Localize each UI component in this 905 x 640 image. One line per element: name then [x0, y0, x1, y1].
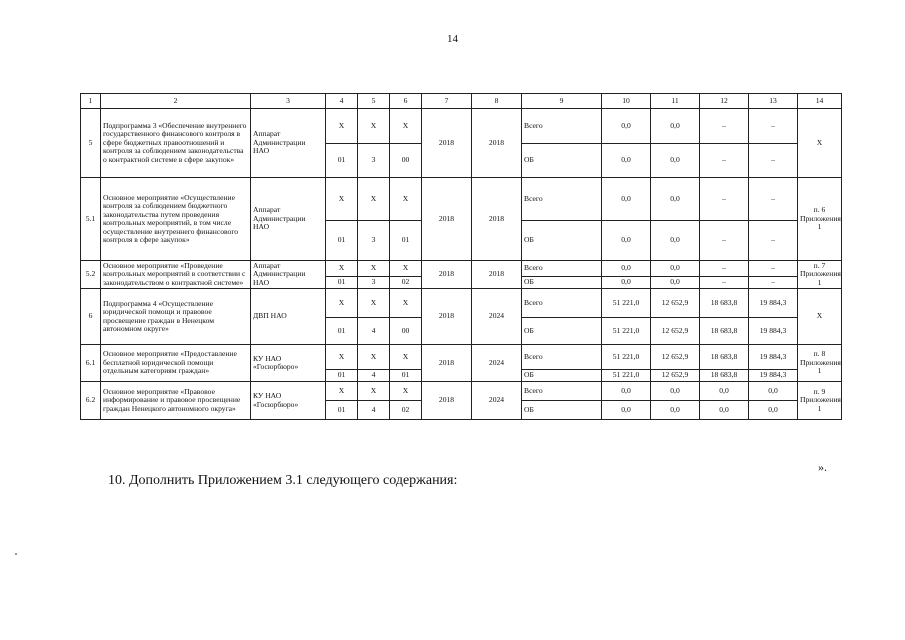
amount-cell: 0,0 — [700, 382, 749, 401]
amount-cell: 0,0 — [602, 109, 651, 144]
header-cell: 10 — [602, 94, 651, 109]
amount-cell: 18 683,8 — [700, 370, 749, 382]
row-executor: Аппарат Администрации НАО — [251, 178, 326, 261]
amount-cell: 0,0 — [602, 382, 651, 401]
code-cell: 4 — [358, 318, 390, 345]
code-cell: Х — [326, 178, 358, 221]
code-cell: Х — [390, 345, 422, 370]
amount-cell: – — [749, 109, 798, 144]
funding-source: Всего — [522, 382, 602, 401]
amount-cell: 0,0 — [602, 401, 651, 420]
code-cell: 01 — [326, 221, 358, 261]
code-cell: 3 — [358, 277, 390, 289]
end-year: 2024 — [472, 289, 522, 345]
row-note: п. 6 Приложения 1 — [798, 178, 842, 261]
amount-cell: – — [700, 261, 749, 277]
row-executor: Аппарат Администрации НАО — [251, 261, 326, 289]
amount-cell: – — [749, 221, 798, 261]
amount-cell: 12 652,9 — [651, 370, 700, 382]
amount-cell: 19 884,3 — [749, 289, 798, 318]
amount-cell: – — [700, 109, 749, 144]
funding-source: Всего — [522, 289, 602, 318]
row-executor: ДВП НАО — [251, 289, 326, 345]
closing-quote: ». — [818, 460, 827, 474]
code-cell: Х — [326, 345, 358, 370]
code-cell: 01 — [326, 144, 358, 178]
header-cell: 14 — [798, 94, 842, 109]
table-row — [81, 382, 842, 401]
row-number: 5 — [81, 109, 101, 178]
funding-source: ОБ — [522, 401, 602, 420]
funding-source: ОБ — [522, 370, 602, 382]
amount-cell: 0,0 — [651, 109, 700, 144]
code-cell: 3 — [358, 221, 390, 261]
row-number: 6.2 — [81, 382, 101, 420]
row-note: Х — [798, 289, 842, 345]
code-cell: Х — [358, 178, 390, 221]
amount-cell: – — [749, 144, 798, 178]
row-note: п. 9 Приложения 1 — [798, 382, 842, 420]
table-row — [81, 345, 842, 370]
amount-cell: 0,0 — [651, 382, 700, 401]
row-note: Х — [798, 109, 842, 178]
code-cell: 01 — [390, 370, 422, 382]
code-cell: Х — [390, 178, 422, 221]
code-cell: Х — [326, 382, 358, 401]
code-cell: 4 — [358, 401, 390, 420]
amount-cell: 0,0 — [651, 277, 700, 289]
table-row — [81, 261, 842, 277]
code-cell: 00 — [390, 318, 422, 345]
amount-cell: 19 884,3 — [749, 345, 798, 370]
funding-source: Всего — [522, 178, 602, 221]
code-cell: 01 — [326, 318, 358, 345]
header-cell: 8 — [472, 94, 522, 109]
amount-cell: – — [749, 261, 798, 277]
header-cell: 7 — [422, 94, 472, 109]
header-cell: 9 — [522, 94, 602, 109]
scan-speck — [15, 553, 17, 555]
header-row — [81, 94, 842, 109]
amount-cell: 19 884,3 — [749, 370, 798, 382]
start-year: 2018 — [422, 382, 472, 420]
row-number: 5.1 — [81, 178, 101, 261]
table-row — [81, 289, 842, 318]
program-table — [80, 93, 842, 420]
header-cell: 12 — [700, 94, 749, 109]
table-row — [81, 109, 842, 144]
end-year: 2018 — [472, 261, 522, 289]
funding-source: Всего — [522, 109, 602, 144]
code-cell: Х — [390, 261, 422, 277]
code-cell: Х — [358, 261, 390, 277]
start-year: 2018 — [422, 289, 472, 345]
code-cell: Х — [358, 109, 390, 144]
amount-cell: 0,0 — [651, 221, 700, 261]
code-cell: 3 — [358, 144, 390, 178]
amount-cell: 19 884,3 — [749, 318, 798, 345]
amount-cell: 0,0 — [651, 178, 700, 221]
code-cell: Х — [326, 289, 358, 318]
amount-cell: – — [700, 277, 749, 289]
row-name: Основное мероприятие «Предоставление бесплатной юридической помощи отдельным категориям граждан» — [101, 345, 251, 382]
row-name: Подпрограмма 3 «Обеспечение внутреннего государственного финансового контроля в сфере бюджетных правоотношений и контроля за соблюдением законодательства о контрактной системе в сфере закупок» — [101, 109, 251, 178]
header-cell: 1 — [81, 94, 101, 109]
page-number: 14 — [447, 33, 458, 45]
amount-cell: – — [749, 178, 798, 221]
end-year: 2018 — [472, 109, 522, 178]
table-body — [81, 94, 842, 420]
row-name: Подпрограмма 4 «Осуществление юридической помощи и правовое просвещение граждан в Ненецком автономном округе» — [101, 289, 251, 345]
end-year: 2024 — [472, 382, 522, 420]
row-executor: КУ НАО «Госюрбюро» — [251, 345, 326, 382]
code-cell: 00 — [390, 144, 422, 178]
code-cell: 02 — [390, 277, 422, 289]
header-cell: 3 — [251, 94, 326, 109]
row-number: 5.2 — [81, 261, 101, 289]
amount-cell: 0,0 — [602, 221, 651, 261]
amount-cell: – — [700, 144, 749, 178]
amount-cell: 51 221,0 — [602, 289, 651, 318]
amount-cell: 12 652,9 — [651, 289, 700, 318]
header-cell: 2 — [101, 94, 251, 109]
amount-cell: 0,0 — [749, 382, 798, 401]
row-number: 6.1 — [81, 345, 101, 382]
amount-cell: 0,0 — [651, 401, 700, 420]
code-cell: 02 — [390, 401, 422, 420]
amount-cell: 0,0 — [749, 401, 798, 420]
amount-cell: – — [700, 221, 749, 261]
row-name: Основное мероприятие «Проведение контрольных мероприятий в соответствии с законодательством о контрактной системе» — [101, 261, 251, 289]
instruction-text: 10. Дополнить Приложением 3.1 следующего содержания: — [108, 473, 458, 488]
amount-cell: 18 683,8 — [700, 318, 749, 345]
header-cell: 11 — [651, 94, 700, 109]
amount-cell: 0,0 — [602, 144, 651, 178]
amount-cell: 12 652,9 — [651, 345, 700, 370]
code-cell: Х — [390, 289, 422, 318]
code-cell: 01 — [390, 221, 422, 261]
start-year: 2018 — [422, 261, 472, 289]
start-year: 2018 — [422, 345, 472, 382]
code-cell: 01 — [326, 277, 358, 289]
code-cell: Х — [358, 345, 390, 370]
row-executor: Аппарат Администрации НАО — [251, 109, 326, 178]
amount-cell: 18 683,8 — [700, 289, 749, 318]
code-cell: Х — [358, 289, 390, 318]
row-name: Основное мероприятие «Осуществление контроля за соблюдением бюджетного законодательства путем проведения контрольных мероприятий, в том числе осуществление внутреннего финансового контроля в сфере закупок» — [101, 178, 251, 261]
header-cell: 6 — [390, 94, 422, 109]
amount-cell: 18 683,8 — [700, 345, 749, 370]
start-year: 2018 — [422, 109, 472, 178]
table-row — [81, 178, 842, 221]
amount-cell: 12 652,9 — [651, 318, 700, 345]
header-cell: 13 — [749, 94, 798, 109]
amount-cell: 51 221,0 — [602, 345, 651, 370]
funding-source: ОБ — [522, 144, 602, 178]
code-cell: Х — [358, 382, 390, 401]
amount-cell: 0,0 — [651, 261, 700, 277]
row-name: Основное мероприятие «Правовое информирование и правовое просвещение граждан Ненецкого автономного округа» — [101, 382, 251, 420]
code-cell: Х — [326, 109, 358, 144]
amount-cell: 0,0 — [651, 144, 700, 178]
funding-source: ОБ — [522, 221, 602, 261]
header-cell: 4 — [326, 94, 358, 109]
header-cell: 5 — [358, 94, 390, 109]
amount-cell: 0,0 — [602, 178, 651, 221]
start-year: 2018 — [422, 178, 472, 261]
end-year: 2024 — [472, 345, 522, 382]
amount-cell: 0,0 — [602, 261, 651, 277]
row-executor: КУ НАО «Госюрбюро» — [251, 382, 326, 420]
funding-source: ОБ — [522, 277, 602, 289]
row-note: п. 8 Приложения 1 — [798, 345, 842, 382]
code-cell: 01 — [326, 401, 358, 420]
funding-source: Всего — [522, 345, 602, 370]
amount-cell: – — [749, 277, 798, 289]
code-cell: Х — [326, 261, 358, 277]
amount-cell: 51 221,0 — [602, 370, 651, 382]
amount-cell: 51 221,0 — [602, 318, 651, 345]
row-note: п. 7 Приложения 1 — [798, 261, 842, 289]
amount-cell: 0,0 — [602, 277, 651, 289]
amount-cell: 0,0 — [700, 401, 749, 420]
row-number: 6 — [81, 289, 101, 345]
end-year: 2018 — [472, 178, 522, 261]
code-cell: Х — [390, 109, 422, 144]
code-cell: 01 — [326, 370, 358, 382]
amount-cell: – — [700, 178, 749, 221]
code-cell: Х — [390, 382, 422, 401]
funding-source: Всего — [522, 261, 602, 277]
funding-source: ОБ — [522, 318, 602, 345]
code-cell: 4 — [358, 370, 390, 382]
